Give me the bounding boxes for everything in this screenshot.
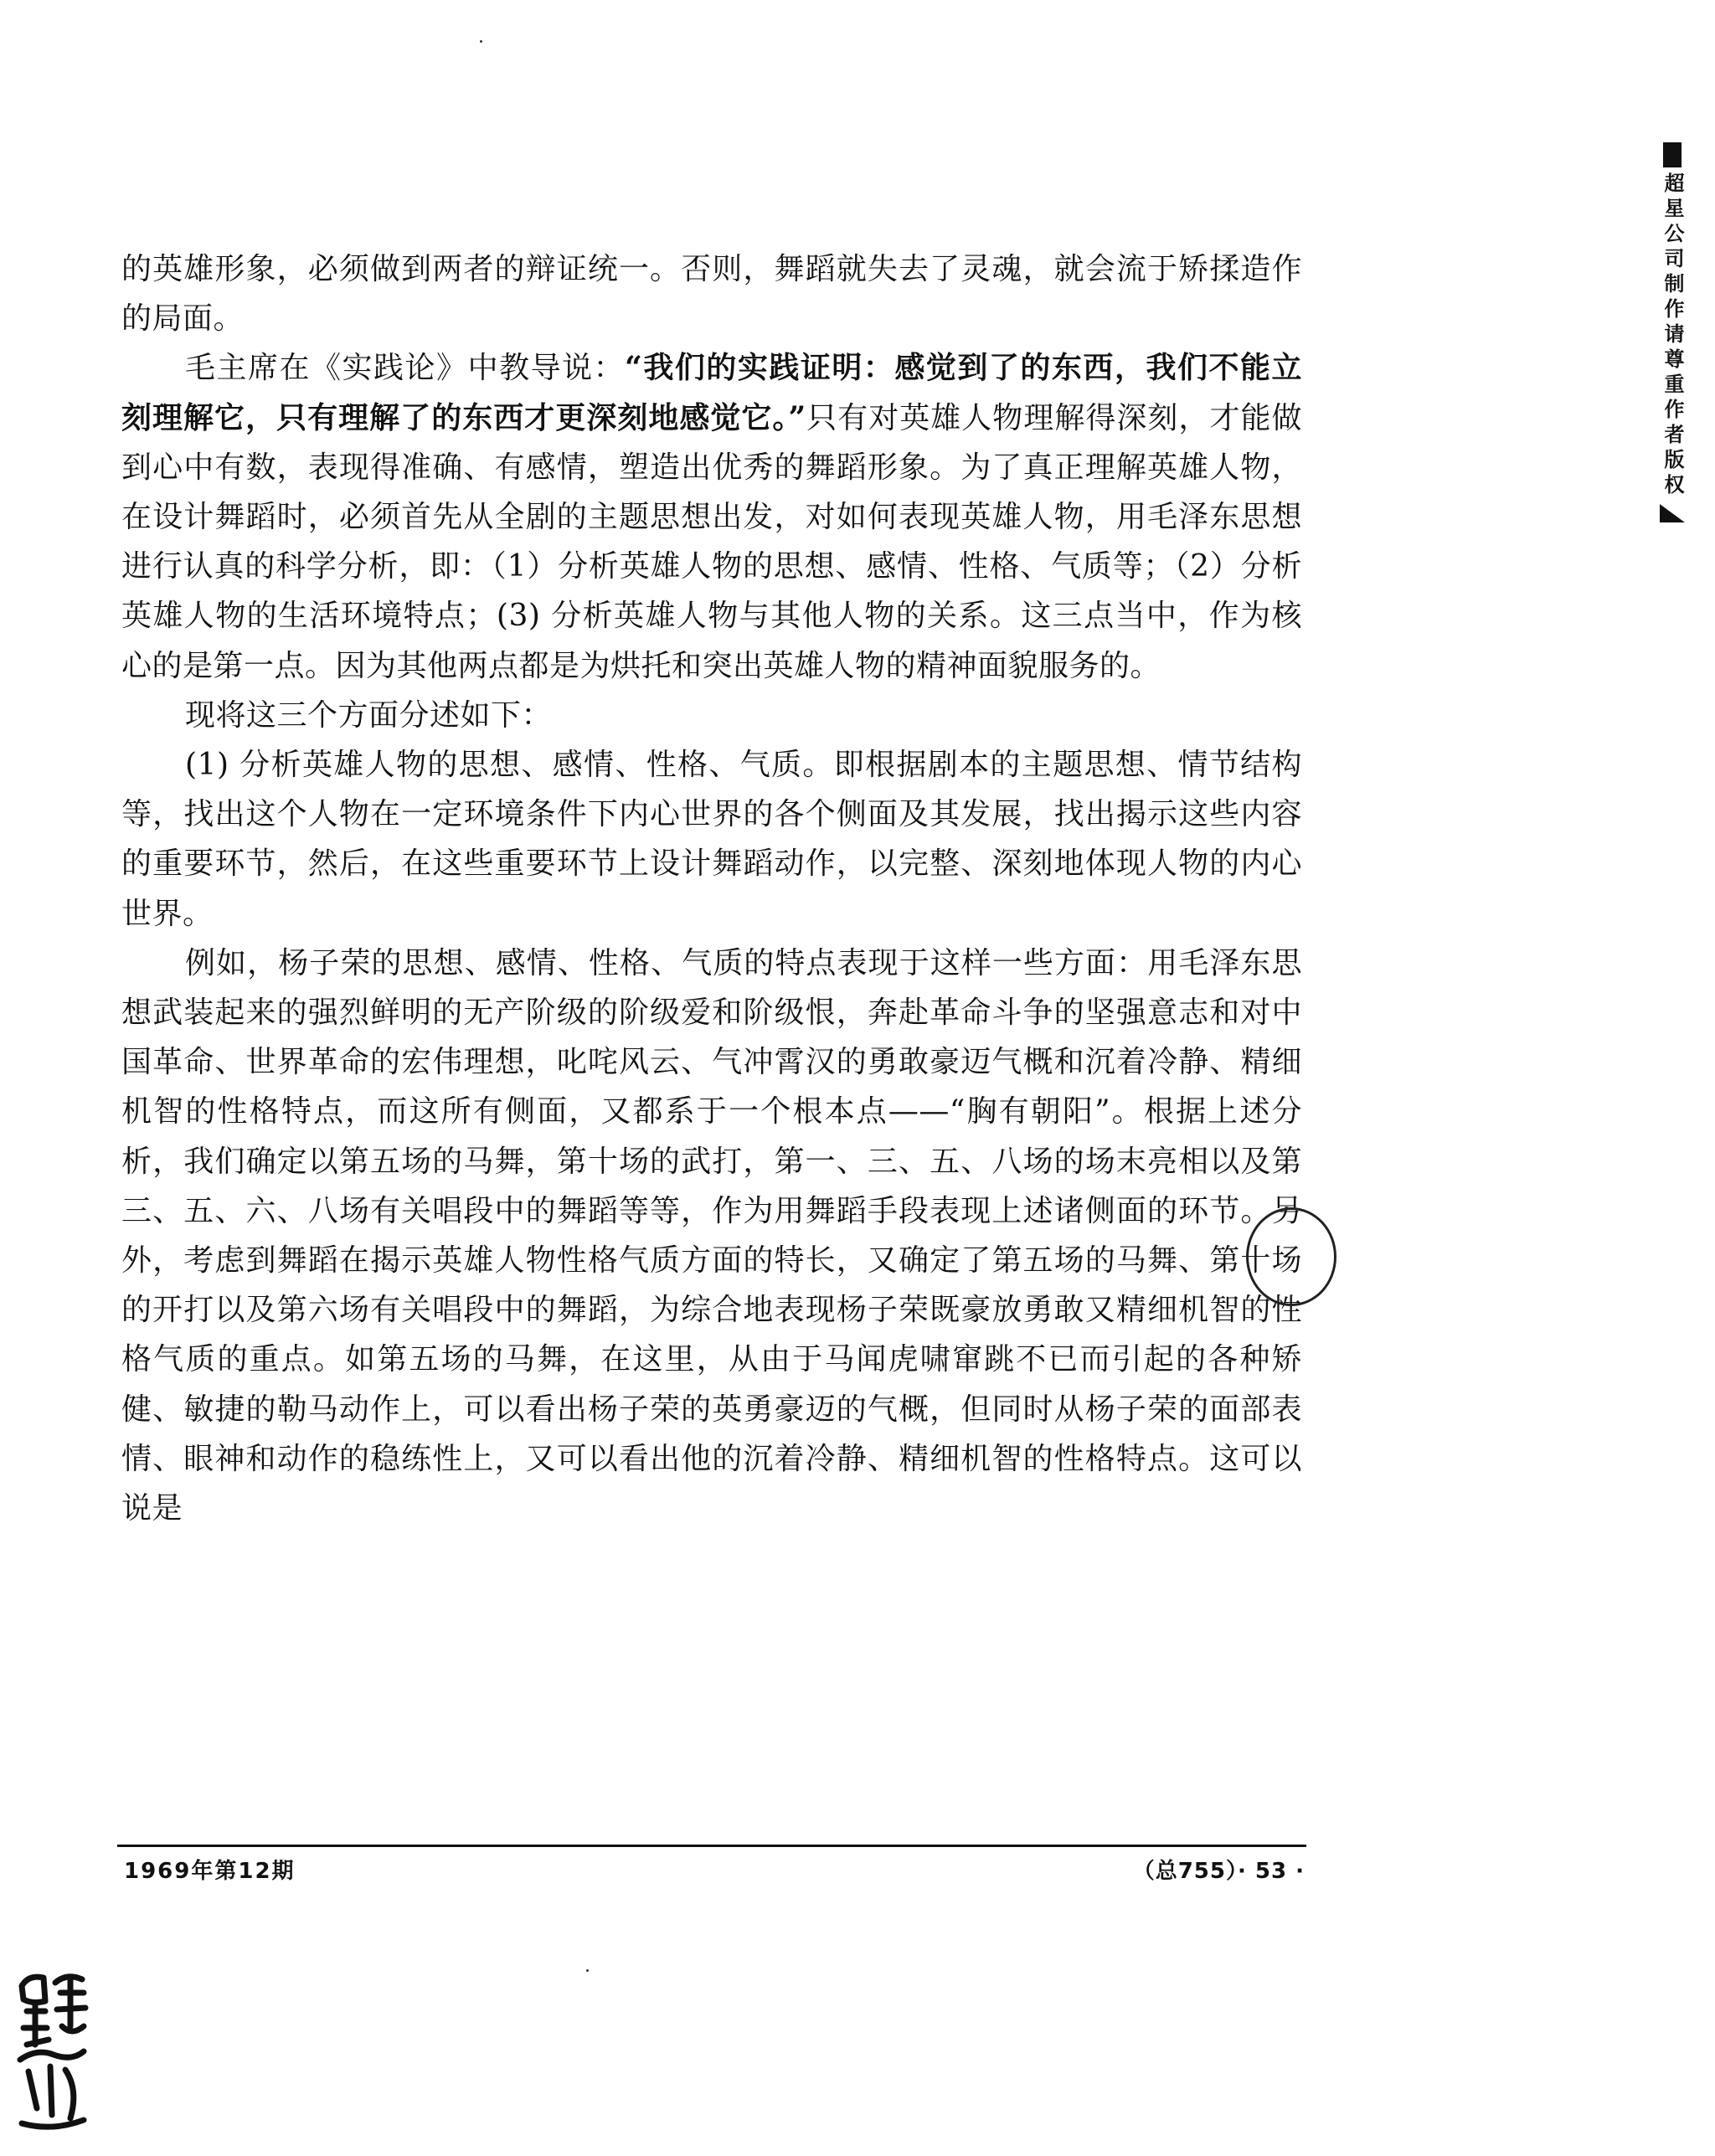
seal-stamp-icon	[12, 1968, 94, 2135]
paragraph	[121, 740, 1302, 939]
paragraph-text: 毛主席在《实践论》中教导说：	[185, 351, 626, 386]
issue-label: 1969年第12期	[124, 1859, 296, 1884]
speck	[586, 1969, 589, 1972]
handwritten-circle-annotation	[1246, 1207, 1336, 1306]
page-number: （总755）· 53 ·	[1132, 1859, 1305, 1884]
paragraph	[121, 939, 1302, 1533]
speck	[480, 40, 482, 43]
paragraph	[121, 691, 1302, 740]
paragraph-text: 现将这三个方面分述如下：	[185, 697, 553, 733]
watermark-bar-bottom	[1660, 504, 1685, 522]
body-text	[121, 244, 1302, 1533]
watermark-bar-top	[1663, 142, 1682, 167]
watermark-vertical	[1658, 142, 1687, 522]
paragraph-text: 的英雄形象，必须做到两者的辩证统一。否则，舞蹈就失去了灵魂，就会流于矫揉造作的局面。	[121, 252, 1302, 337]
paragraph	[121, 343, 1302, 690]
paragraph-text: 只有对英雄人物理解得深刻，才能做到心中有数，表现得准确、有感情，塑造出优秀的舞蹈形象。为了真正理解英雄人物，在设计舞蹈时，必须首先从全剧的主题思想出发，对如何表现英雄人物，用毛泽东思想进行认真的科学分析，即：（1）分析英雄人物的思想、感情、性格、气质等；（2）分析英雄人物的生活环境特点；(3) 分析英雄人物与其他人物的关系。这三点当中，作为核心的是第一点。因为其他两点都是为烘托和突出英雄人物的精神面貌服务的。	[121, 400, 1302, 683]
watermark-text: 超星公司制作请尊重作者版权	[1661, 172, 1684, 499]
paragraph-text: (1) 分析英雄人物的思想、感情、性格、气质。即根据剧本的主题思想、情节结构等，找出这个人物在一定环境条件下内心世界的各个侧面及其发展，找出揭示这些内容的重要环节，然后，在这些重要环节上设计舞蹈动作，以完整、深刻地体现人物的内心世界。	[121, 748, 1302, 931]
paragraph	[121, 244, 1302, 343]
paragraph-text: 例如，杨子荣的思想、感情、性格、气质的特点表现于这样一些方面：用毛泽东思想武装起来的强烈鲜明的无产阶级的阶级爱和阶级恨，奔赴革命斗争的坚强意志和对中国革命、世界革命的宏伟理想，叱咤风云、气冲霄汉的勇敢豪迈气概和沉着冷静、精细机智的性格特点，而这所有侧面，又都系于一个根本点——“胸有朝阳”。根据上述分析，我们确定以第五场的马舞，第十场的武打，第一、三、五、八场的场末亮相以及第三、五、六、八场有关唱段中的舞蹈等等，作为用舞蹈手段表现上述诸侧面的环节。另外，考虑到舞蹈在揭示英雄人物性格气质方面的特长，又确定了第五场的马舞、第十场的开打以及第六场有关唱段中的舞蹈，为综合地表现杨子荣既豪放勇敢又精细机智的性格气质的重点。如第五场的马舞，在这里，从由于马闻虎啸窜跳不已而引起的各种矫健、敏捷的勒马动作上，可以看出杨子荣的英勇豪迈的气概，但同时从杨子荣的面部表情、眼神和动作的稳练性上，又可以看出他的沉着冷静、精细机智的性格特点。这可以说是	[121, 945, 1302, 1526]
quotation-bold: “我们的实践证明：感觉到了的东西，我们不能立刻理解它，只有理解了的东西才更深刻地感觉它。”	[121, 350, 1302, 435]
footer-rule	[117, 1845, 1306, 1847]
